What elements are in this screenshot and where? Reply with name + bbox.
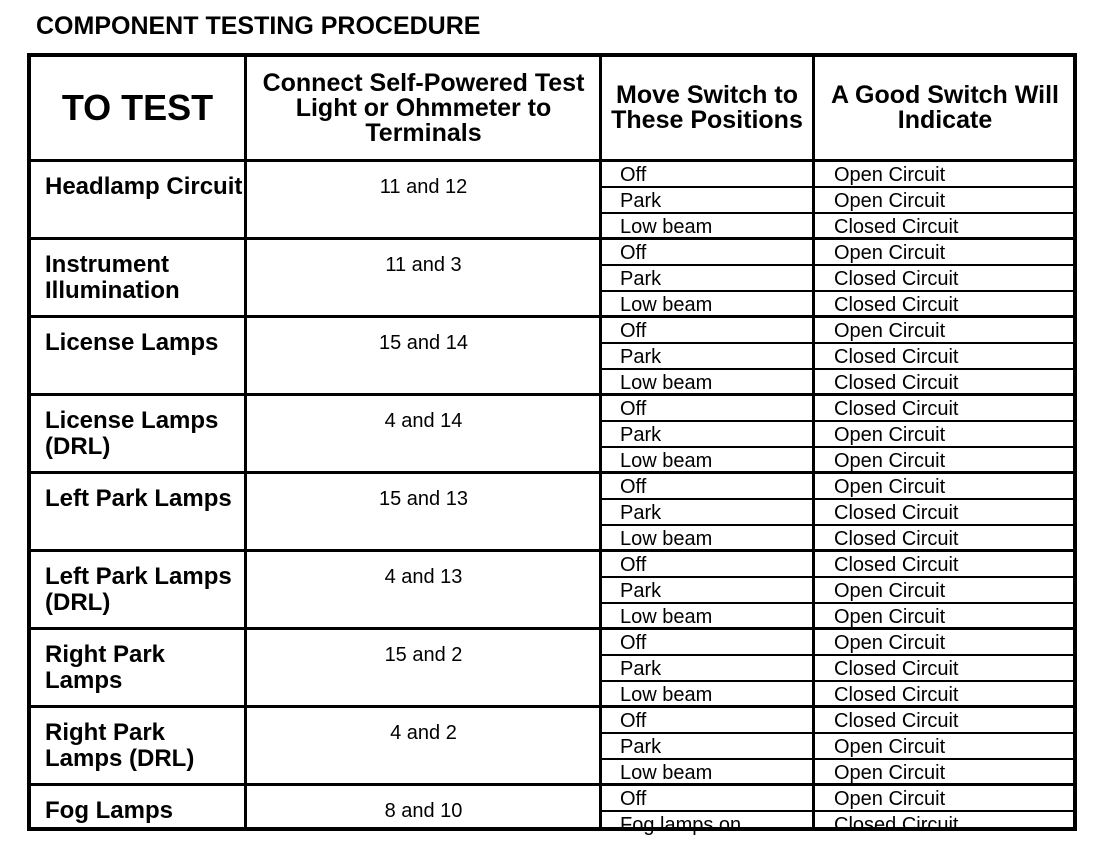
switch-position: Low beam [620,684,713,706]
component-label: Right Park Lamps [45,641,166,694]
switch-position-subrow [602,370,1073,396]
switch-position-subrow [602,578,1073,604]
switch-position: Park [620,424,662,446]
column-divider [244,57,247,827]
switch-position: Park [620,502,662,524]
switch-position-subrow [602,344,1073,370]
switch-position-subrow [602,552,1073,578]
header-to-test: TO TEST [61,87,214,128]
terminals-cell: 15 and 2 [384,644,463,666]
switch-position-subrow [602,708,1073,734]
expected-result: Closed Circuit [834,658,959,680]
expected-result: Closed Circuit [834,346,959,368]
expected-result: Closed Circuit [834,294,959,316]
switch-position-subrow [602,292,1073,318]
table-header [31,57,1073,162]
switch-position: Park [620,346,662,368]
terminals-cell: 4 and 13 [384,566,463,588]
column-divider [812,57,815,827]
expected-result: Open Circuit [834,424,946,446]
switch-position: Off [620,710,647,732]
switch-position-subrow [602,682,1073,708]
header-good-switch-indication: A Good Switch Will Indicate [830,81,1059,134]
switch-position-subrow [602,812,1073,838]
terminals-cell: 4 and 2 [390,722,457,744]
switch-position: Low beam [620,528,713,550]
expected-result: Open Circuit [834,736,946,758]
switch-position: Park [620,268,662,290]
expected-result: Closed Circuit [834,710,959,732]
switch-position-subrow [602,474,1073,500]
switch-position: Low beam [620,216,713,238]
expected-result: Closed Circuit [834,528,959,550]
switch-position-subrow [602,526,1073,552]
switch-position-subrow [602,266,1073,292]
terminals-cell: 8 and 10 [384,800,463,822]
terminals-cell: 11 and 3 [385,254,462,276]
terminals-cell: 11 and 12 [379,176,468,198]
switch-position: Fog lamps on [620,814,742,836]
terminals-cell: 15 and 13 [379,488,468,510]
switch-position: Park [620,190,662,212]
terminals-cell: 4 and 14 [384,410,463,432]
expected-result: Open Circuit [834,788,946,810]
column-divider [599,57,602,827]
switch-position-subrow [602,760,1073,786]
switch-position: Low beam [620,294,713,316]
switch-position-subrow [602,656,1073,682]
expected-result: Open Circuit [834,190,946,212]
expected-result: Open Circuit [834,450,946,472]
component-label: Fog Lamps [45,797,174,824]
table-row [31,474,1073,552]
switch-position: Low beam [620,762,713,784]
expected-result: Closed Circuit [834,398,959,420]
switch-position: Off [620,164,647,186]
expected-result: Open Circuit [834,606,946,628]
table-row [31,162,1073,240]
expected-result: Open Circuit [834,164,946,186]
switch-position-subrow [602,162,1073,188]
component-label: Headlamp Circuit [45,173,243,200]
page-title: COMPONENT TESTING PROCEDURE [36,12,481,40]
table-row [31,240,1073,318]
header-connect-terminals: Connect Self-Powered Test Light or Ohmmeter to Terminals [262,68,585,147]
expected-result: Open Circuit [834,476,946,498]
expected-result: Closed Circuit [834,554,959,576]
header-switch-positions: Move Switch to These Positions [611,81,803,134]
switch-position: Off [620,242,647,264]
expected-result: Open Circuit [834,580,946,602]
component-label: Left Park Lamps (DRL) [45,563,232,616]
expected-result: Open Circuit [834,320,946,342]
switch-position-subrow [602,422,1073,448]
switch-position: Off [620,398,647,420]
component-label: Instrument Illumination [45,251,180,304]
switch-position-subrow [602,214,1073,240]
component-test-table [27,53,1077,836]
table-row [31,318,1073,396]
expected-result: Closed Circuit [834,372,959,394]
switch-position: Low beam [620,450,713,472]
switch-position-subrow [602,500,1073,526]
switch-position-subrow [602,786,1073,812]
switch-position: Park [620,736,662,758]
switch-position: Low beam [620,372,713,394]
switch-position-subrow [602,318,1073,344]
table-row [31,396,1073,474]
expected-result: Closed Circuit [834,814,959,836]
switch-position-subrow [602,240,1073,266]
switch-position-subrow [602,188,1073,214]
component-label: Left Park Lamps [45,485,232,512]
expected-result: Closed Circuit [834,502,959,524]
switch-position: Off [620,554,647,576]
table-row [31,786,1073,836]
switch-position: Off [620,320,647,342]
table-row [31,708,1073,786]
expected-result: Closed Circuit [834,684,959,706]
expected-result: Closed Circuit [834,216,959,238]
switch-position: Off [620,476,647,498]
switch-position: Park [620,658,662,680]
switch-position: Park [620,580,662,602]
component-label: License Lamps [45,329,219,356]
switch-position: Off [620,788,647,810]
component-label: License Lamps (DRL) [45,407,219,460]
switch-position: Low beam [620,606,713,628]
switch-position: Off [620,632,647,654]
expected-result: Open Circuit [834,762,946,784]
switch-position-subrow [602,734,1073,760]
expected-result: Open Circuit [834,632,946,654]
table-row [31,552,1073,630]
switch-position-subrow [602,396,1073,422]
terminals-cell: 15 and 14 [379,332,468,354]
switch-position-subrow [602,604,1073,630]
component-label: Right Park Lamps (DRL) [45,719,195,772]
expected-result: Closed Circuit [834,268,959,290]
table-row [31,630,1073,708]
switch-position-subrow [602,448,1073,474]
switch-position-subrow [602,630,1073,656]
expected-result: Open Circuit [834,242,946,264]
